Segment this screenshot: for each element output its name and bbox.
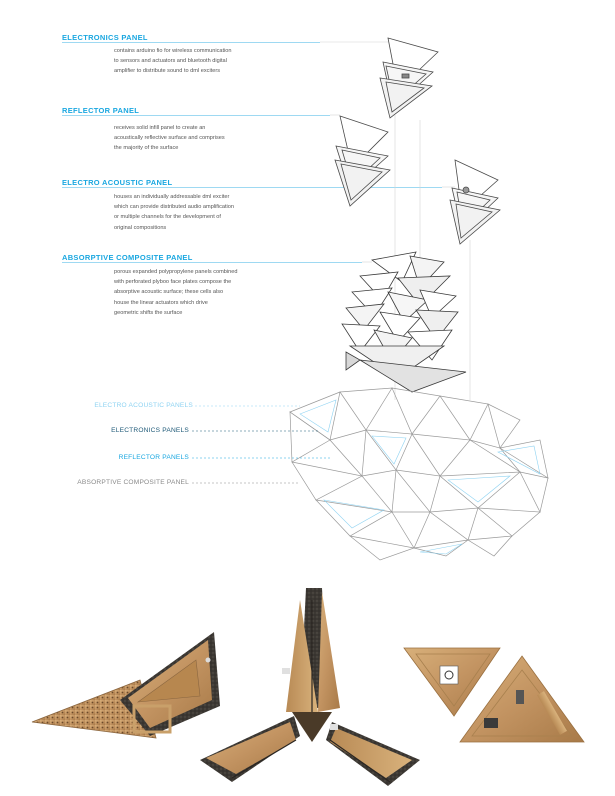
exploded-electro-acoustic-panel	[450, 160, 500, 244]
body-line: original compositions	[114, 224, 167, 231]
body-line: house the linear actuators which drive	[114, 299, 208, 306]
body-line: with perforated plyboo face plates compose the	[114, 279, 232, 286]
photo-absorptive-module	[32, 632, 220, 738]
body-line: porous expanded polypropylene panels combined	[114, 269, 238, 275]
body-line: contains arduino fio for wireless communication	[114, 48, 232, 54]
section-title: ELECTRONICS PANEL	[62, 33, 148, 42]
callout-electro-acoustic: ELECTRO ACOUSTIC PANELS	[94, 402, 193, 409]
assembled-surface-wireframe	[290, 388, 548, 560]
photo-assembled-node	[200, 588, 420, 786]
body-line: absorptive acoustic surface; these cells also	[114, 289, 224, 296]
callout-reflector: REFLECTOR PANELS	[118, 454, 189, 461]
body-line: receives solid infill panel to create an	[114, 125, 206, 131]
body-line: to sensors and actuators and bluetooth digital	[114, 58, 227, 65]
body-line: or multiple channels for the development of	[114, 214, 221, 221]
section-title: ABSORPTIVE COMPOSITE PANEL	[62, 253, 193, 262]
body-line: houses an individually addressable dml exciter	[114, 194, 230, 200]
callout-absorptive: ABSORPTIVE COMPOSITE PANEL	[77, 479, 189, 486]
body-line: geometric shifts the surface	[114, 309, 183, 316]
exploded-electronics-panel	[380, 38, 438, 118]
body-line: which can provide distributed audio amplification	[114, 204, 235, 211]
body-line: acoustically reflective surface and comprises	[114, 135, 225, 142]
body-line: the majority of the surface	[114, 145, 179, 152]
exploded-reflector-panel	[335, 116, 390, 206]
section-title: REFLECTOR PANEL	[62, 106, 140, 115]
section-title: ELECTRO ACOUSTIC PANEL	[62, 178, 173, 187]
callout-electronics: ELECTRONICS PANELS	[111, 427, 189, 434]
callout-leaders	[192, 406, 330, 483]
exploded-absorptive-stack	[342, 252, 466, 392]
body-line: amplifier to distribute sound to dml exciters	[114, 68, 221, 75]
photo-electronics-panels	[404, 648, 584, 742]
